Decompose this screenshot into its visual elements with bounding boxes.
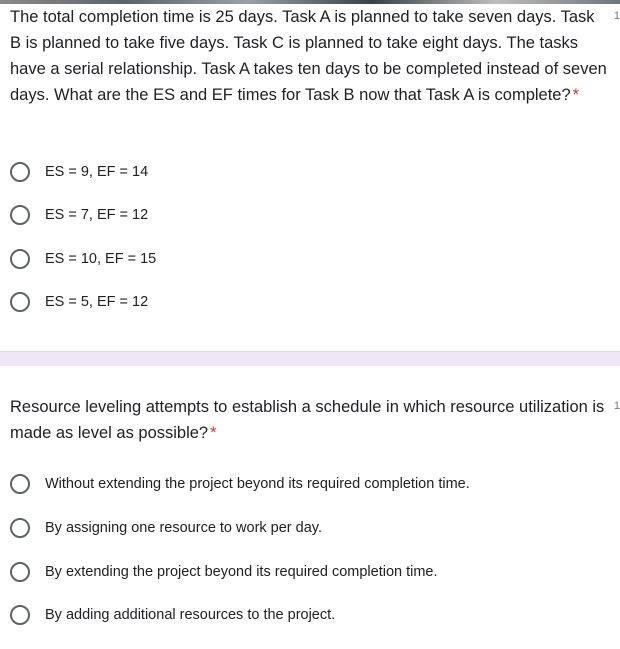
question-card-2 [0,366,620,649]
question-text: The total completion time is 25 days. Task A is planned to take seven days. Task B is planned to take five days. Task C is planned to take eight days. The tasks have a serial relationship. Task A takes ten days to be completed instead of seven days. What are the ES and EF times for Task B now that Task A is complete? * [10,8,607,104]
radio-option[interactable] [10,289,148,315]
option-label: By extending the project beyond its required completion time. [45,564,438,580]
option-label: ES = 9, EF = 14 [45,164,149,180]
radio-option[interactable] [10,515,322,541]
radio-button-icon[interactable] [10,249,30,269]
radio-button-icon[interactable] [10,562,30,582]
required-asterisk: * [572,86,580,104]
option-label: Without extending the project beyond its required completion time. [45,476,470,492]
question-card-1 [0,4,620,351]
radio-option[interactable] [10,559,438,585]
radio-option[interactable] [10,471,470,497]
radio-button-icon[interactable] [10,518,30,538]
question-text: Resource leveling attempts to establish a schedule in which resource utilization is made as level as possible? * [10,398,605,442]
option-label: ES = 5, EF = 12 [45,294,149,310]
required-asterisk: * [210,424,217,442]
option-label: By adding additional resources to the project. [45,607,336,623]
question-points: 1 [613,10,620,22]
radio-button-icon[interactable] [10,474,30,494]
radio-button-icon[interactable] [10,605,30,625]
option-label: By assigning one resource to work per day. [45,520,322,536]
option-label: ES = 10, EF = 15 [45,251,157,267]
radio-option[interactable] [10,246,156,272]
radio-button-icon[interactable] [10,162,30,182]
radio-button-icon[interactable] [10,292,30,312]
radio-button-icon[interactable] [10,205,30,225]
question-points: 1 [613,400,620,412]
option-label: ES = 7, EF = 12 [45,207,149,223]
radio-option[interactable] [10,159,148,185]
radio-option[interactable] [10,602,335,628]
section-divider [0,351,620,367]
radio-option[interactable] [10,202,148,228]
